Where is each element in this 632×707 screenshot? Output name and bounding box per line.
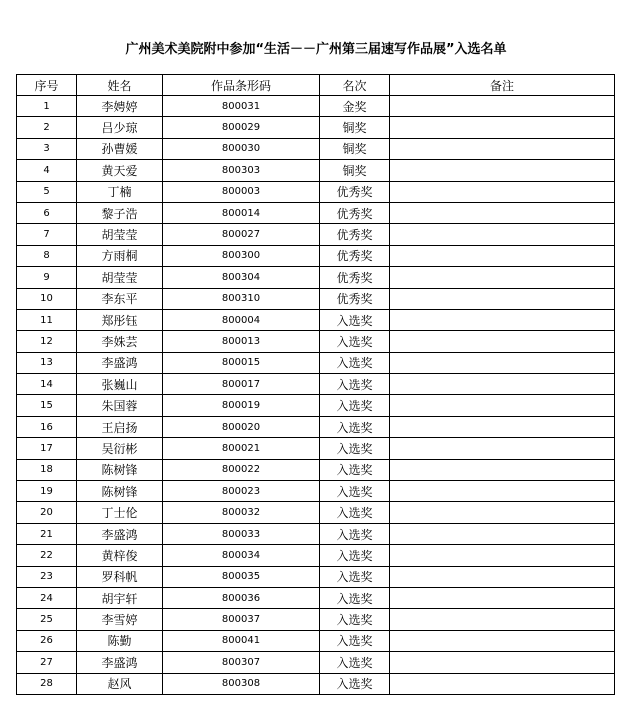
table-row: [17, 288, 615, 309]
cell-seq: 26: [17, 630, 77, 651]
cell-seq: 19: [17, 481, 77, 502]
cell-code: 800303: [163, 160, 320, 181]
table-row: [17, 416, 615, 437]
cell-code: 800019: [163, 395, 320, 416]
cell-rank: 铜奖: [320, 117, 390, 138]
table-row: [17, 309, 615, 330]
cell-note: [390, 566, 615, 587]
header-rank: 名次: [320, 75, 390, 96]
cell-rank: 入选奖: [320, 309, 390, 330]
table-row: [17, 587, 615, 608]
cell-seq: 15: [17, 395, 77, 416]
cell-code: 800015: [163, 352, 320, 373]
table-row: [17, 459, 615, 480]
cell-code: 800308: [163, 673, 320, 694]
cell-rank: 优秀奖: [320, 288, 390, 309]
cell-seq: 3: [17, 138, 77, 159]
cell-rank: 入选奖: [320, 545, 390, 566]
header-row: [17, 75, 615, 96]
cell-name: 胡莹莹: [77, 267, 163, 288]
cell-name: 孙曹媛: [77, 138, 163, 159]
cell-rank: 入选奖: [320, 481, 390, 502]
cell-note: [390, 138, 615, 159]
cell-rank: 入选奖: [320, 652, 390, 673]
cell-note: [390, 673, 615, 694]
header-seq: 序号: [17, 75, 77, 96]
cell-code: 800310: [163, 288, 320, 309]
cell-seq: 2: [17, 117, 77, 138]
table-row: [17, 331, 615, 352]
cell-note: [390, 481, 615, 502]
cell-seq: 6: [17, 202, 77, 223]
cell-seq: 5: [17, 181, 77, 202]
table-row: [17, 630, 615, 651]
cell-rank: 入选奖: [320, 630, 390, 651]
cell-seq: 13: [17, 352, 77, 373]
table-row: [17, 609, 615, 630]
cell-name: 李东平: [77, 288, 163, 309]
table-row: [17, 117, 615, 138]
cell-name: 李姝芸: [77, 331, 163, 352]
cell-rank: 铜奖: [320, 138, 390, 159]
cell-code: 800020: [163, 416, 320, 437]
header-note: 备注: [390, 75, 615, 96]
table-row: [17, 673, 615, 694]
cell-rank: 入选奖: [320, 395, 390, 416]
cell-name: 罗科帆: [77, 566, 163, 587]
cell-code: 800004: [163, 309, 320, 330]
cell-seq: 27: [17, 652, 77, 673]
cell-name: 陈树锋: [77, 459, 163, 480]
cell-code: 800023: [163, 481, 320, 502]
cell-note: [390, 502, 615, 523]
cell-code: 800029: [163, 117, 320, 138]
cell-name: 黎子浩: [77, 202, 163, 223]
cell-name: 陈树锋: [77, 481, 163, 502]
table-row: [17, 352, 615, 373]
cell-seq: 21: [17, 523, 77, 544]
cell-note: [390, 545, 615, 566]
cell-note: [390, 416, 615, 437]
table-row: [17, 652, 615, 673]
cell-code: 800300: [163, 245, 320, 266]
cell-note: [390, 609, 615, 630]
cell-note: [390, 309, 615, 330]
header-code: 作品条形码: [163, 75, 320, 96]
cell-code: 800037: [163, 609, 320, 630]
cell-code: 800034: [163, 545, 320, 566]
cell-note: [390, 459, 615, 480]
cell-note: [390, 245, 615, 266]
cell-note: [390, 652, 615, 673]
cell-name: 方雨桐: [77, 245, 163, 266]
cell-seq: 11: [17, 309, 77, 330]
cell-name: 黄梓俊: [77, 545, 163, 566]
cell-rank: 优秀奖: [320, 267, 390, 288]
cell-note: [390, 117, 615, 138]
cell-note: [390, 181, 615, 202]
cell-code: 800033: [163, 523, 320, 544]
cell-code: 800013: [163, 331, 320, 352]
cell-rank: 入选奖: [320, 416, 390, 437]
cell-note: [390, 96, 615, 117]
table-row: [17, 523, 615, 544]
cell-seq: 23: [17, 566, 77, 587]
cell-seq: 28: [17, 673, 77, 694]
cell-name: 丁楠: [77, 181, 163, 202]
cell-note: [390, 202, 615, 223]
cell-code: 800027: [163, 224, 320, 245]
cell-rank: 优秀奖: [320, 181, 390, 202]
table-row: [17, 245, 615, 266]
cell-rank: 入选奖: [320, 352, 390, 373]
cell-note: [390, 630, 615, 651]
cell-note: [390, 523, 615, 544]
table-row: [17, 545, 615, 566]
cell-name: 吴衍彬: [77, 438, 163, 459]
cell-note: [390, 395, 615, 416]
table-row: [17, 138, 615, 159]
cell-rank: 入选奖: [320, 502, 390, 523]
cell-seq: 18: [17, 459, 77, 480]
cell-name: 朱国蓉: [77, 395, 163, 416]
table-row: [17, 481, 615, 502]
cell-rank: 入选奖: [320, 673, 390, 694]
cell-note: [390, 374, 615, 395]
table-header: [17, 75, 615, 96]
cell-seq: 20: [17, 502, 77, 523]
cell-seq: 16: [17, 416, 77, 437]
cell-seq: 10: [17, 288, 77, 309]
table-row: [17, 224, 615, 245]
cell-name: 黄天爱: [77, 160, 163, 181]
cell-rank: 入选奖: [320, 459, 390, 480]
cell-note: [390, 288, 615, 309]
cell-seq: 22: [17, 545, 77, 566]
cell-seq: 9: [17, 267, 77, 288]
cell-name: 张巍山: [77, 374, 163, 395]
cell-rank: 入选奖: [320, 438, 390, 459]
cell-name: 丁士伦: [77, 502, 163, 523]
cell-code: 800030: [163, 138, 320, 159]
cell-seq: 14: [17, 374, 77, 395]
cell-name: 李盛鸿: [77, 523, 163, 544]
table-row: [17, 438, 615, 459]
header-name: 姓名: [77, 75, 163, 96]
table-row: [17, 267, 615, 288]
table-row: [17, 374, 615, 395]
cell-note: [390, 352, 615, 373]
cell-code: 800014: [163, 202, 320, 223]
cell-seq: 1: [17, 96, 77, 117]
cell-name: 王启扬: [77, 416, 163, 437]
cell-name: 李娉婷: [77, 96, 163, 117]
award-roster-table: [16, 74, 615, 695]
table-row: [17, 566, 615, 587]
cell-code: 800041: [163, 630, 320, 651]
table-row: [17, 96, 615, 117]
cell-seq: 12: [17, 331, 77, 352]
cell-rank: 优秀奖: [320, 245, 390, 266]
cell-seq: 7: [17, 224, 77, 245]
cell-code: 800017: [163, 374, 320, 395]
cell-rank: 优秀奖: [320, 224, 390, 245]
cell-rank: 入选奖: [320, 609, 390, 630]
table-row: [17, 395, 615, 416]
cell-name: 李盛鸿: [77, 352, 163, 373]
cell-rank: 入选奖: [320, 331, 390, 352]
cell-note: [390, 160, 615, 181]
cell-rank: 优秀奖: [320, 202, 390, 223]
cell-seq: 4: [17, 160, 77, 181]
cell-name: 李雪婷: [77, 609, 163, 630]
cell-rank: 入选奖: [320, 523, 390, 544]
cell-code: 800031: [163, 96, 320, 117]
cell-name: 胡莹莹: [77, 224, 163, 245]
cell-code: 800036: [163, 587, 320, 608]
table-row: [17, 202, 615, 223]
cell-rank: 金奖: [320, 96, 390, 117]
cell-note: [390, 267, 615, 288]
cell-name: 郑彤钰: [77, 309, 163, 330]
cell-name: 吕少琼: [77, 117, 163, 138]
cell-name: 赵风: [77, 673, 163, 694]
cell-name: 陈勤: [77, 630, 163, 651]
cell-code: 800022: [163, 459, 320, 480]
cell-note: [390, 438, 615, 459]
cell-name: 李盛鸿: [77, 652, 163, 673]
cell-seq: 17: [17, 438, 77, 459]
cell-code: 800032: [163, 502, 320, 523]
cell-note: [390, 224, 615, 245]
cell-code: 800304: [163, 267, 320, 288]
cell-code: 800003: [163, 181, 320, 202]
cell-name: 胡宇轩: [77, 587, 163, 608]
table-row: [17, 181, 615, 202]
cell-rank: 入选奖: [320, 566, 390, 587]
cell-rank: 铜奖: [320, 160, 390, 181]
table-body: [17, 96, 615, 695]
cell-code: 800307: [163, 652, 320, 673]
table-row: [17, 160, 615, 181]
cell-seq: 8: [17, 245, 77, 266]
table-row: [17, 502, 615, 523]
cell-note: [390, 331, 615, 352]
cell-seq: 24: [17, 587, 77, 608]
cell-seq: 25: [17, 609, 77, 630]
cell-rank: 入选奖: [320, 374, 390, 395]
cell-code: 800021: [163, 438, 320, 459]
cell-rank: 入选奖: [320, 587, 390, 608]
cell-note: [390, 587, 615, 608]
document-title: 广州美术美院附中参加“生活－－广州第三届速写作品展”入选名单: [125, 42, 507, 57]
cell-code: 800035: [163, 566, 320, 587]
